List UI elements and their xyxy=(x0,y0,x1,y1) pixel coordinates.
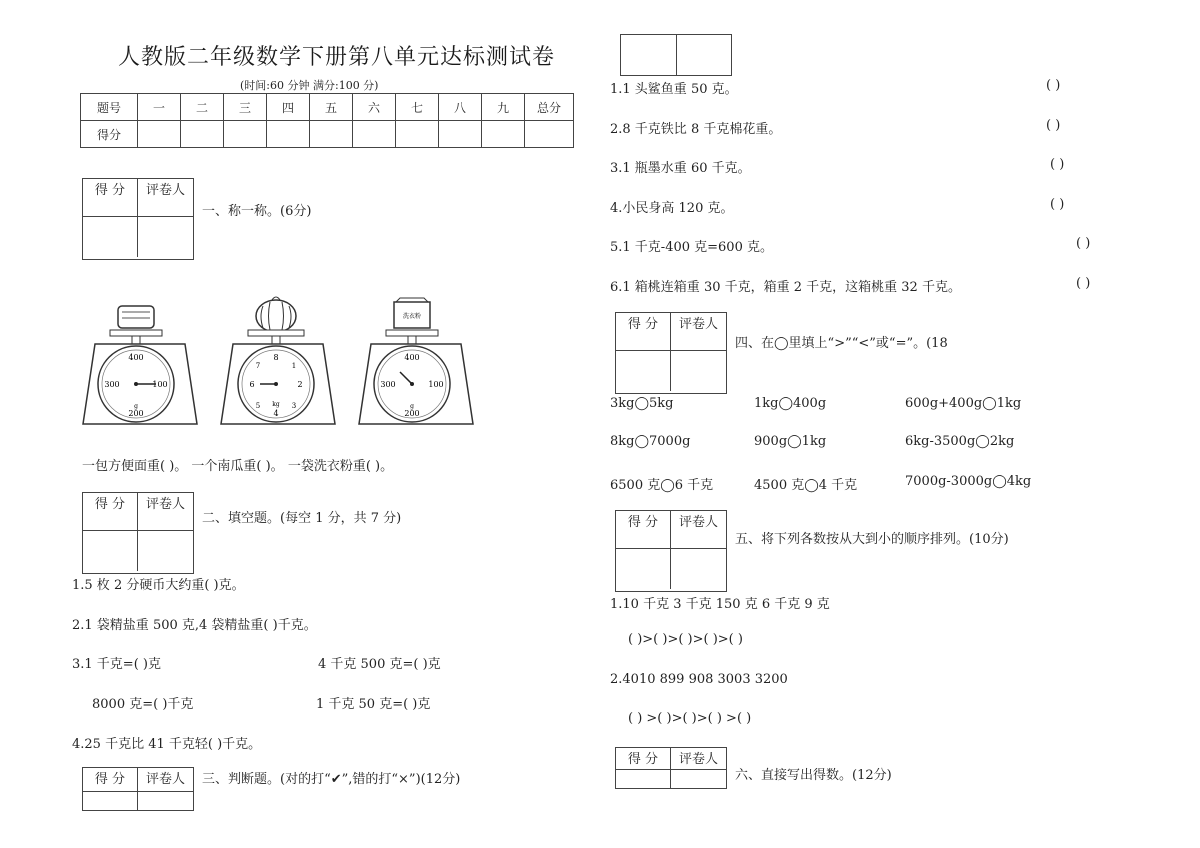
judge-answer-paren[interactable]: ( ) xyxy=(1050,197,1065,212)
scale-tick-label: 400 xyxy=(404,353,420,362)
scale-tick-label: 3 xyxy=(291,402,297,410)
section5-q1: 1.10 千克 3 千克 150 克 6 千克 9 克 xyxy=(610,597,830,612)
score-row-label: 得分 xyxy=(81,121,138,148)
grader-name-cell[interactable] xyxy=(671,351,726,391)
page-title: 人教版二年级数学下册第八单元达标测试卷 xyxy=(118,45,556,70)
grader-score-label: 得 分 xyxy=(83,493,138,531)
judge-item: 6.1 箱桃连箱重 30 千克，箱重 2 千克，这箱桃重 32 千克。 xyxy=(610,280,961,295)
grader-box-section3 xyxy=(82,767,194,811)
section1-title: 一、称一称。(6分) xyxy=(202,204,312,219)
score-cell[interactable] xyxy=(353,121,396,148)
grader-score-label: 得 分 xyxy=(616,748,671,770)
section5-title: 五、将下列各数按从大到小的顺序排列。(10分) xyxy=(735,532,1009,547)
grader-score-label: 得 分 xyxy=(616,511,671,549)
judge-item: 1.1 头鲨鱼重 50 克。 xyxy=(610,82,738,97)
section2-q3a[interactable]: 3.1 千克=( )克 xyxy=(72,657,161,672)
score-table-header-cell: 六 xyxy=(353,94,396,121)
scale-tick-label: 4 xyxy=(273,409,279,418)
grader-name-label: 评卷人 xyxy=(671,748,726,770)
scale-tick-label: 6 xyxy=(249,380,255,389)
grader-score-label: 得 分 xyxy=(83,768,138,792)
compare-item[interactable]: 6500 克◯6 千克 xyxy=(610,478,714,493)
judge-answer-paren[interactable]: ( ) xyxy=(1076,276,1091,291)
grader-name-cell[interactable] xyxy=(671,770,726,788)
section2-q3b[interactable]: 4 千克 500 克=( )克 xyxy=(318,657,441,672)
compare-item[interactable]: 900g◯1kg xyxy=(754,434,827,449)
scale-pumpkin xyxy=(218,292,338,427)
section2-q2[interactable]: 2.1 袋精盐重 500 克,4 袋精盐重( )千克。 xyxy=(72,618,317,633)
score-table-header-cell: 四 xyxy=(267,94,310,121)
scale-tick-label: 200 xyxy=(128,409,144,418)
judge-answer-paren[interactable]: ( ) xyxy=(1046,118,1061,133)
section4-title: 四、在◯里填上“>”“<”或“=”。(18 xyxy=(735,336,948,351)
grader-name-label: 评卷人 xyxy=(138,179,193,217)
section2-q3c[interactable]: 8000 克=( )千克 xyxy=(92,697,194,712)
section3-title: 三、判断题。(对的打“✔”,错的打“×”)(12分) xyxy=(202,772,461,787)
score-table-score-row xyxy=(81,121,574,148)
scale-tick-label: 200 xyxy=(404,409,420,418)
grader-score-cell[interactable] xyxy=(83,217,138,257)
scale-tick-label: 100 xyxy=(152,380,168,389)
section2-q4[interactable]: 4.25 千克比 41 千克轻( )千克。 xyxy=(72,737,262,752)
scale-tick-label: 300 xyxy=(380,380,396,389)
pumpkin-icon xyxy=(256,300,296,332)
grader-name-cell[interactable] xyxy=(671,549,726,589)
grader-box-section6 xyxy=(615,747,727,789)
score-cell[interactable] xyxy=(181,121,224,148)
scale-tick-label: 1 xyxy=(291,362,297,370)
score-cell[interactable] xyxy=(138,121,181,148)
score-table-header-row xyxy=(81,94,574,121)
compare-item[interactable]: 3kg◯5kg xyxy=(610,396,674,411)
scale-instant-noodles xyxy=(80,292,200,427)
score-table-header-cell: 八 xyxy=(439,94,482,121)
grader-name-label: 评卷人 xyxy=(138,768,193,792)
compare-item[interactable]: 8kg◯7000g xyxy=(610,434,691,449)
compare-item[interactable]: 4500 克◯4 千克 xyxy=(754,478,858,493)
section5-q2-blanks[interactable]: ( ) >( )>( )>( ) >( ) xyxy=(628,711,752,726)
scale-tick-label: 7 xyxy=(255,362,261,370)
grader-box-section4 xyxy=(615,312,727,394)
score-cell[interactable] xyxy=(439,121,482,148)
section5-q1-blanks[interactable]: ( )>( )>( )>( )>( ) xyxy=(628,632,743,647)
score-cell[interactable] xyxy=(310,121,353,148)
scale-unit: g xyxy=(134,403,138,410)
grader-score-label: 得 分 xyxy=(83,179,138,217)
grader-score-cell[interactable] xyxy=(83,792,138,810)
judge-item: 2.8 千克铁比 8 千克棉花重。 xyxy=(610,122,782,137)
scale-tick-label: 8 xyxy=(273,353,279,362)
score-table xyxy=(80,93,574,148)
exam-info: (时间:60 分钟 满分:100 分) xyxy=(240,79,379,92)
grader-box-section2 xyxy=(82,492,194,574)
score-table-header-cell: 三 xyxy=(224,94,267,121)
scale-tick-label: 100 xyxy=(428,380,444,389)
score-table-header-cell: 题号 xyxy=(81,94,138,121)
judge-answer-paren[interactable]: ( ) xyxy=(1076,236,1091,251)
grader-score-cell[interactable] xyxy=(83,531,138,571)
grader-score-label: 得 分 xyxy=(616,313,671,351)
grader-score-cell[interactable] xyxy=(616,351,671,391)
section6-title: 六、直接写出得数。(12分) xyxy=(735,768,892,783)
compare-item[interactable]: 1kg◯400g xyxy=(754,396,827,411)
grader-name-label: 评卷人 xyxy=(671,511,726,549)
section2-q1[interactable]: 1.5 枚 2 分硬币大约重( )克。 xyxy=(72,578,245,593)
section2-title: 二、填空题。(每空 1 分，共 7 分) xyxy=(202,511,402,526)
score-table-header-cell: 七 xyxy=(396,94,439,121)
grader-score-cell[interactable] xyxy=(616,549,671,589)
score-cell[interactable] xyxy=(525,121,574,148)
scale-unit: g xyxy=(410,403,414,410)
score-table-header-cell: 二 xyxy=(181,94,224,121)
section1-answers[interactable]: 一包方便面重( )。 一个南瓜重( )。 一袋洗衣粉重( )。 xyxy=(82,459,394,474)
grader-name-label: 评卷人 xyxy=(138,493,193,531)
scale-tick-label: 2 xyxy=(297,380,303,389)
grader-score-cell[interactable] xyxy=(616,770,671,788)
scale-tick-label: 5 xyxy=(255,402,261,410)
grader-box-section5 xyxy=(615,510,727,592)
grader-name-cell[interactable] xyxy=(138,531,193,571)
score-table-header-cell: 一 xyxy=(138,94,181,121)
header-box xyxy=(620,34,732,76)
grader-name-label: 评卷人 xyxy=(671,313,726,351)
judge-item: 4.小民身高 120 克。 xyxy=(610,201,734,216)
section5-q2: 2.4010 899 908 3003 3200 xyxy=(610,672,788,687)
score-table-header-cell: 总分 xyxy=(525,94,574,121)
scale-unit: kg xyxy=(272,401,280,408)
instant-noodles-icon xyxy=(118,306,154,328)
compare-item[interactable]: 7000g-3000g◯4kg xyxy=(905,474,1032,489)
score-cell[interactable] xyxy=(224,121,267,148)
scale-detergent xyxy=(356,292,476,427)
score-cell[interactable] xyxy=(267,121,310,148)
compare-item[interactable]: 6kg-3500g◯2kg xyxy=(905,434,1015,449)
score-table-header-cell: 五 xyxy=(310,94,353,121)
detergent-label: 洗衣粉 xyxy=(402,313,422,320)
grader-name-cell[interactable] xyxy=(138,792,193,810)
scale-tick-label: 400 xyxy=(128,353,144,362)
grader-box-section1 xyxy=(82,178,194,260)
score-cell[interactable] xyxy=(396,121,439,148)
score-cell[interactable] xyxy=(482,121,525,148)
judge-item: 3.1 瓶墨水重 60 千克。 xyxy=(610,161,751,176)
score-table-header-cell: 九 xyxy=(482,94,525,121)
judge-answer-paren[interactable]: ( ) xyxy=(1046,78,1061,93)
judge-item: 5.1 千克-400 克=600 克。 xyxy=(610,240,773,255)
grader-name-cell[interactable] xyxy=(138,217,193,257)
section2-q3d[interactable]: 1 千克 50 克=( )克 xyxy=(316,697,431,712)
judge-answer-paren[interactable]: ( ) xyxy=(1050,157,1065,172)
scale-tick-label: 300 xyxy=(104,380,120,389)
compare-item[interactable]: 600g+400g◯1kg xyxy=(905,396,1022,411)
